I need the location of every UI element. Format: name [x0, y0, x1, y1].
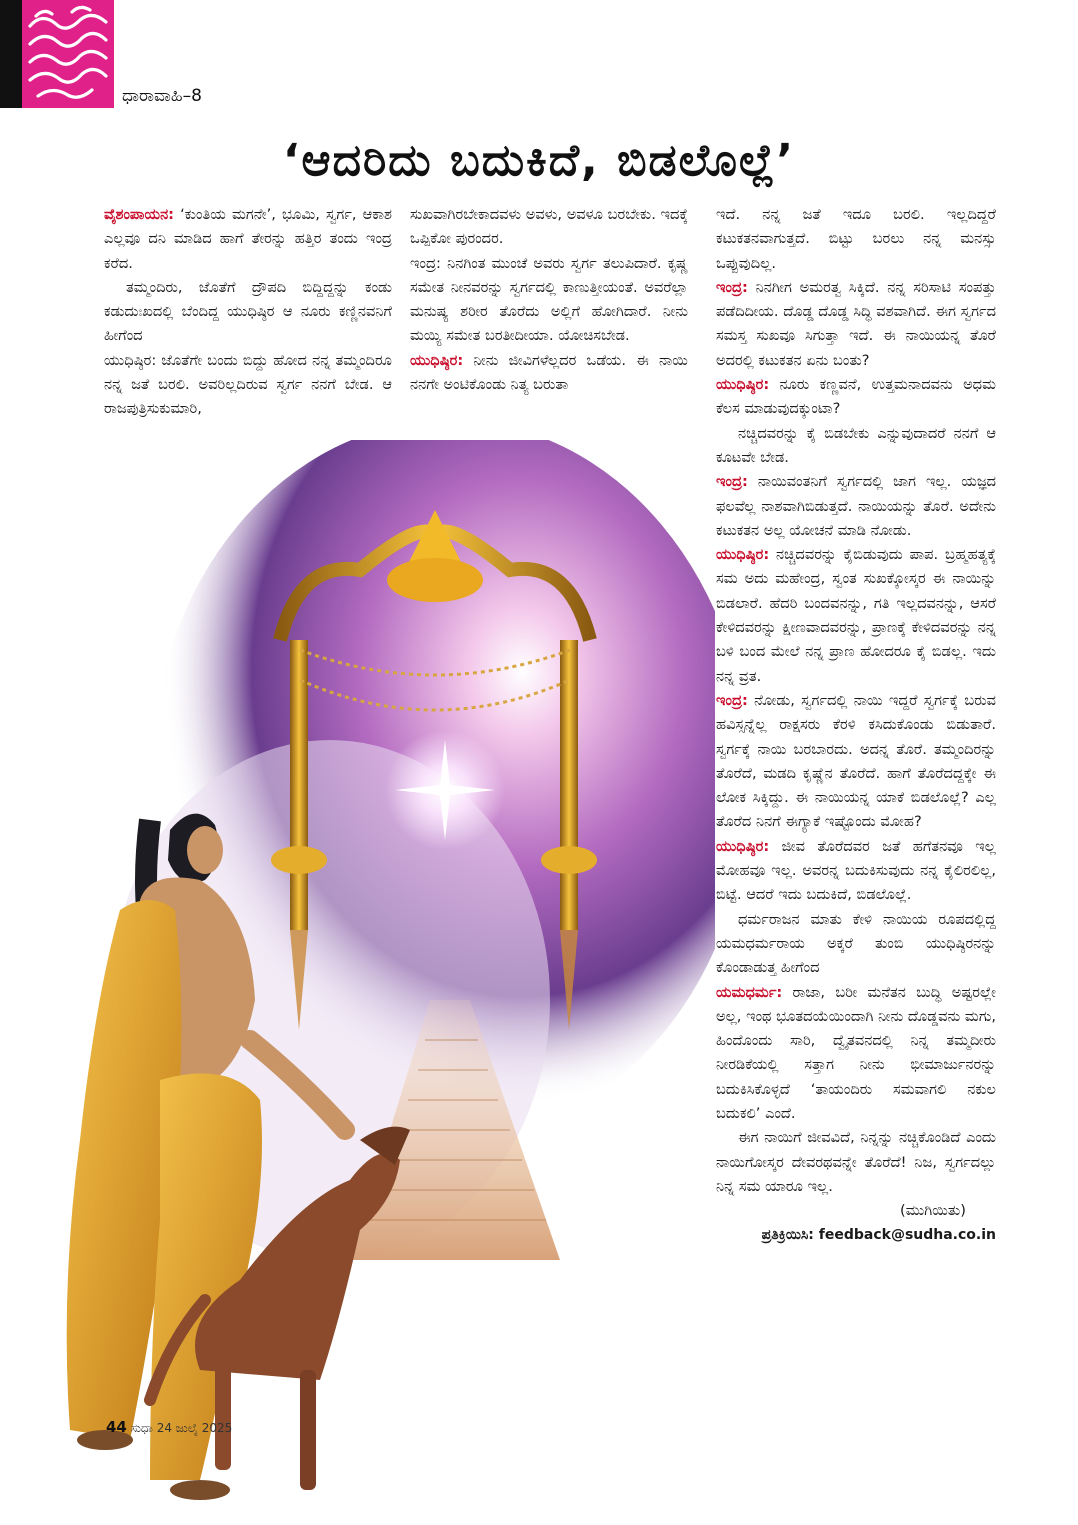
- paragraph-text: ಜೀವ ತೊರೆದವರ ಜತೆ ಹಗೆತನವೂ ಇಲ್ಲ ಮೋಹವೂ ಇಲ್ಲ. ಅವರನ್ನ ಬದುಕಿಸುವುದು ನನ್ನ ಕೈಲಿರಲಿಲ್ಲ, ಬಿಟ್ಟೆ. ಆದರೆ ಇದು ಬದುಕಿದೆ, ಬಿಡಲೊಲ್ಲೆ.: [716, 837, 996, 904]
- speaker-label: ವೈಶಂಪಾಯನ:: [104, 206, 175, 223]
- speaker-label: ಇಂದ್ರ:: [716, 473, 748, 491]
- paragraph-text: ನಾಯಿವಂತನಿಗೆ ಸ್ವರ್ಗದಲ್ಲಿ ಜಾಗ ಇಲ್ಲ. ಯಜ್ಞದ ಫಲವೆಲ್ಲ ನಾಶವಾಗಿಬಿಡುತ್ತದೆ. ನಾಯಿಯನ್ನು ತೊರೆ. ಅದೇನು ಕಟುಕತನ ಅಲ್ಲ ಯೋಚನೆ ಮಾಡಿ ನೋಡು.: [716, 473, 996, 539]
- paragraph-text: ಯುಧಿಷ್ಠಿರ: ಜೊತೆಗೇ ಬಂದು ಬಿದ್ದು ಹೋದ ನನ್ನ ತಮ್ಮಂದಿರೂ ನನ್ನ ಜತೆ ಬರಲಿ. ಅವರಿಲ್ಲದಿರುವ ಸ್ವರ್ಗ ನನಗೆ ಬೇಡ. ಆ ರಾಜಪುತ್ರಿಸುಕುಮಾರಿ,: [104, 351, 392, 418]
- paragraph: [716, 470, 996, 543]
- paragraph-text: ನೀನು ಜೀವಿಗಳೆಲ್ಲದರ ಒಡೆಯ. ಈ ನಾಯಿ ನನಗೇ ಅಂಟಿಕೊಂಡು ನಿತ್ಯ ಬರುತಾ: [410, 351, 688, 394]
- paragraph: [716, 373, 996, 422]
- paragraph: [104, 276, 392, 349]
- speaker-label: ಯುಧಿಷ್ಠಿರ:: [716, 837, 770, 855]
- page-number: 44: [106, 1418, 127, 1436]
- text-column-1: [104, 203, 392, 422]
- heaven-gate-illustration: [0, 440, 715, 1525]
- paragraph: [410, 252, 688, 349]
- page-folio: [106, 1418, 232, 1436]
- speaker-label: ಇಂದ್ರ:: [716, 691, 748, 709]
- feedback-line: ಪ್ರತಿಕ್ರಿಯಿಸಿ: feedback@sudha.co.in: [761, 1227, 996, 1244]
- speaker-label: ಇಂದ್ರ:: [716, 278, 748, 296]
- text-column-3: [716, 203, 996, 1248]
- paragraph: [716, 276, 996, 373]
- paragraph-text: ಸುಖವಾಗಿರಬೇಕಾದವಳು ಅವಳು, ಅವಳೂ ಬರಬೇಕು. ಇದಕ್ಕೆ ಒಪ್ಪಿಕೋ ಪುರಂದರ.: [410, 206, 688, 248]
- paragraph-text: ಧರ್ಮರಾಜನ ಮಾತು ಕೇಳಿ ನಾಯಿಯ ರೂಪದಲ್ಲಿದ್ದ ಯಮಧರ್ಮರಾಯ ಅಕ್ಕರೆ ತುಂಬಿ ಯುಧಿಷ್ಠಿರನನ್ನು ಕೊಂಡಾಡುತ್ತ ಹೀಗೆಂದ: [716, 910, 996, 977]
- text-column-2: [410, 203, 688, 397]
- paragraph-text: ನೋಡು, ಸ್ವರ್ಗದಲ್ಲಿ ನಾಯಿ ಇದ್ದರೆ ಸ್ವರ್ಗಕ್ಕೆ ಬರುವ ಹವಿಸ್ಸನ್ನೆಲ್ಲ ರಾಕ್ಷಸರು ಕೆರಳಿ ಕಸಿದುಕೊಂಡು ಬಿಡುತಾರೆ. ಸ್ವರ್ಗಕ್ಕೆ ನಾಯಿ ಬರಬಾರದು. ಅದನ್ನ ತೊರೆ. ತಮ್ಮಂದಿರನ್ನು ತೊರೆದೆ, ಮಡದಿ ಕೃಷ್ಣೆನ ತೊರೆದೆ. ಹಾಗೆ ತೊರೆದದ್ದಕ್ಕೇ ಈ ಲೋಕ ಸಿಕ್ಕಿದ್ದು. ಈ ನಾಯಿಯನ್ನ ಯಾಕೆ ಬಿಡಲೊಲ್ಲೆ? ಎಲ್ಲ ತೊರೆದ ನಿನಗೆ ಈಗ್ಯಾಕೆ ಇಷ್ಟೊಂದು ಮೋಹ?: [716, 691, 996, 831]
- paragraph-text: ಇಂದ್ರ: ನಿನಗಿಂತ ಮುಂಚೆ ಅವರು ಸ್ವರ್ಗ ತಲುಪಿದಾರೆ. ಕೃಷ್ಣ ಸಮೇತ ನೀನವರನ್ನು ಸ್ವರ್ಗದಲ್ಲಿ ಕಾಣುತ್ತೀಯಂತೆ. ಅವರೆಲ್ಲಾ ಮನುಷ್ಯ ಶರೀರ ತೊರೆದು ಅಲ್ಲಿಗೆ ಹೋಗಿದಾರೆ. ನೀನು ಮಯ್ಯಿ ಸಮೇತ ಬರತೀದೀಯಾ. ಯೋಚಿಸಬೇಡ.: [410, 254, 688, 345]
- paragraph: [410, 349, 688, 398]
- paragraph: [716, 981, 996, 1127]
- paragraph: [716, 422, 996, 471]
- paragraph-text: ನಿನಗೀಗ ಅಮರತ್ವ ಸಿಕ್ಕಿದೆ. ನನ್ನ ಸರಿಸಾಟಿ ಸಂಪತ್ತು ಪಡೆದಿದೀಯ. ದೊಡ್ಡ ದೊಡ್ಡ ಸಿದ್ಧಿ ವಶವಾಗಿದೆ. ಈಗ ಸ್ವರ್ಗದ ಸಮಸ್ತ ಸುಖವೂ ಸಿಗುತ್ತಾ ಇದೆ. ಈ ನಾಯಿಯನ್ನ ತೊರೆ ಅದರಲ್ಲಿ ಕಟುಕತನ ಏನು ಬಂತು?: [716, 278, 996, 369]
- paragraph-text: ಈಗ ನಾಯಿಗೆ ಜೀವವಿದೆ, ನಿನ್ನನ್ನು ನಚ್ಚಿಕೊಂಡಿದೆ ಎಂದು ನಾಯಿಗೋಸ್ಕರ ದೇವರಥವನ್ನೇ ತೊರೆದೆ! ನಿಜ, ಸ್ವರ್ಗದಲ್ಲು ನಿನ್ನ ಸಮ ಯಾರೂ ಇಲ್ಲ.: [716, 1129, 996, 1195]
- paragraph-text: ನೂರು ಕಣ್ಣವನೆ, ಉತ್ತಮನಾದವನು ಅಧಮ ಕೆಲಸ ಮಾಡುವುದಕ್ಕುಂಟಾ?: [716, 376, 996, 418]
- paragraph-text: ನಚ್ಚಿದವರನ್ನು ಕೈಬಿಡುವುದು ಪಾಪ. ಬ್ರಹ್ಮಹತ್ಯಕ್ಕೆ ಸಮ ಅದು ಮಹೇಂದ್ರ, ಸ್ವಂತ ಸುಖಕ್ಕೋಸ್ಕರ ಈ ನಾಯಿನ್ನು ಬಿಡಲಾರೆ. ಹೆದರಿ ಬಂದವನನ್ನು, ಗತಿ ಇಲ್ಲದವನನ್ನು, ಆಸರೆ ಕೇಳಿದವರನ್ನು ಕ್ಷೀಣವಾದವರನ್ನು, ಪ್ರಾಣಕ್ಕೆ ಕೇಳಿದವರನ್ನು ನನ್ನ ಬಳಿ ಬಂದ ಮೇಲೆ ನನ್ನ ಪ್ರಾಣ ಹೋದರೂ ಕೈ ಬಿಡಲ್ಲ. ಇದು ನನ್ನ ವ್ರತ.: [716, 546, 996, 685]
- paragraph: [104, 349, 392, 422]
- speaker-label: ಯುಧಿಷ್ಠಿರ:: [716, 376, 770, 394]
- magazine-date: ಸುಧಾ 24 ಜುಲೈ 2025: [130, 1421, 233, 1435]
- paragraph: [716, 689, 996, 835]
- paragraph: [410, 203, 688, 252]
- paragraph-text: ತಮ್ಮಂದಿರು, ಜೊತೆಗೆ ದ್ರೌಪದಿ ಬಿದ್ದಿದ್ದನ್ನು ಕಂಡು ಕಡುದುಃಖದಲ್ಲಿ ಬೆಂದಿದ್ದ ಯುಧಿಷ್ಠಿರ ಆ ನೂರು ಕಣ್ಣಿನವನಿಗೆ ಹೀಗೆಂದ: [104, 278, 392, 345]
- paragraph-text: ಇದೆ. ನನ್ನ ಜತೆ ಇದೂ ಬರಲಿ. ಇಲ್ಲದಿದ್ದರೆ ಕಟುಕತನವಾಗುತ್ತದೆ. ಬಿಟ್ಟು ಬರಲು ನನ್ನ ಮನಸ್ಸು ಒಪ್ಪುವುದಿಲ್ಲ.: [716, 206, 996, 272]
- paragraph-text: ನಚ್ಚಿದವರನ್ನು ಕೈ ಬಿಡಬೇಕು ಎನ್ನುವುದಾದರೆ ನನಗೆ ಆ ಕೂಟವೇ ಬೇಡ.: [716, 424, 996, 466]
- paragraph: [104, 203, 392, 276]
- paragraph: [716, 1126, 996, 1199]
- paragraph: [716, 835, 996, 908]
- article-title: ‘ಆದರಿದು ಬದುಕಿದೆ, ಬಿಡಲೊಲ್ಲೆ’: [282, 135, 796, 186]
- paragraph: [716, 543, 996, 689]
- speaker-label: ಯುಧಿಷ್ಠಿರ:: [716, 546, 770, 564]
- closing-note: (ಮುಗಿಯಿತು): [900, 1202, 966, 1220]
- paragraph-text: ರಾಜಾ, ಬರೀ ಮನೆತನ ಬುದ್ಧಿ ಅಷ್ಟರಲ್ಲೇ ಅಲ್ಲ, ಇಂಥ ಭೂತದಯೆಯಿಂದಾಗಿ ನೀನು ದೊಡ್ಡವನು ಮಗು, ಹಿಂದೊಂದು ಸಾರಿ, ದ್ವೈತವನದಲ್ಲಿ ನಿನ್ನ ತಮ್ಮದೀರು ನೀರಡಿಕೆಯಲ್ಲಿ ಸತ್ತಾಗ ನೀನು ಭೀಮಾರ್ಜುನರನ್ನು ಬದುಕಿಸಿಕೊಳ್ಳದೆ ‘ತಾಯಂದಿರು ಸಮವಾಗಲಿ ನಕುಲ ಬದುಕಲಿ’ ಎಂದೆ.: [716, 983, 996, 1122]
- series-label: ಧಾರಾವಾಹಿ–8: [122, 86, 202, 106]
- paragraph: [716, 908, 996, 981]
- sidebar-bar: [0, 0, 22, 108]
- speaker-label: ಯಮಧರ್ಮ:: [716, 983, 783, 1001]
- paragraph: [716, 203, 996, 276]
- paragraph-text: ‘ಕುಂತಿಯ ಮಗನೇ’, ಭೂಮಿ, ಸ್ವರ್ಗ, ಆಕಾಶ ಎಲ್ಲವೂ ದನಿ ಮಾಡಿದ ಹಾಗೆ ತೇರನ್ನು ಹತ್ತಿರ ತಂದು ಇಂದ್ರ ಕರೆದ.: [104, 206, 392, 272]
- series-logo: [22, 0, 114, 108]
- swirl-logo-icon: [22, 0, 114, 108]
- speaker-label: ಯುಧಿಷ್ಠಿರ:: [410, 351, 464, 369]
